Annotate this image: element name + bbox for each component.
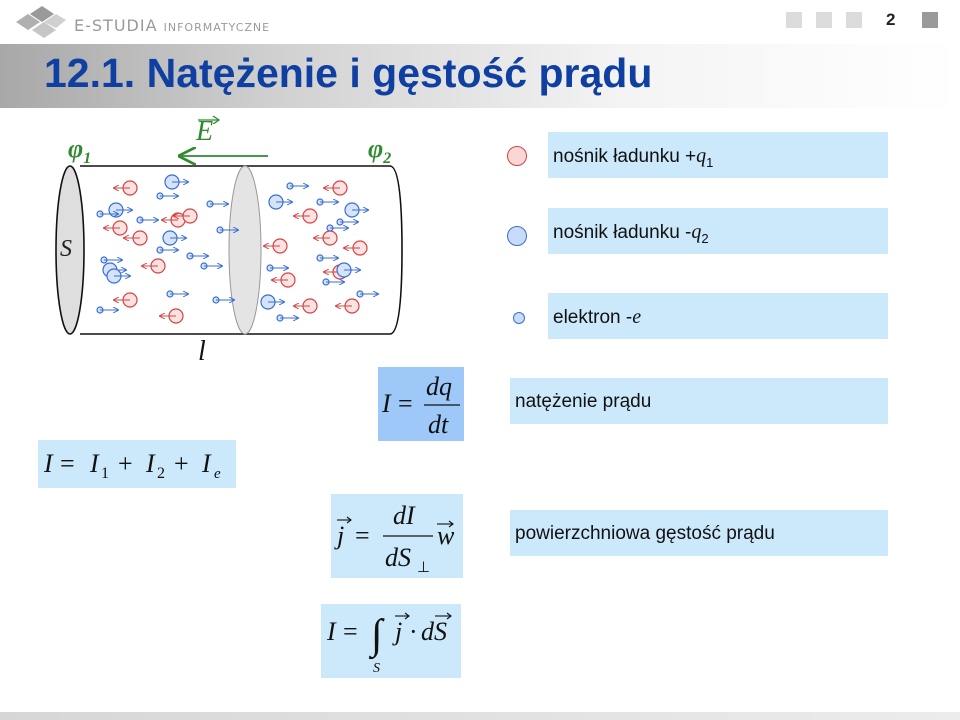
svg-text:·: · [409,617,418,646]
cross-section-label: S [60,236,72,262]
svg-text:+: + [118,449,133,478]
positive-carrier-icon [507,146,527,166]
length-label: l [198,336,206,367]
svg-text:dS: dS [385,543,411,572]
formula-current-density-svg [331,494,463,578]
svg-text:e: e [214,466,221,482]
svg-text:dt: dt [428,410,449,439]
svg-text:=: = [398,389,413,418]
svg-text:⊥: ⊥ [417,560,431,576]
svg-text:dS: dS [421,617,447,646]
svg-text:j: j [337,521,345,550]
svg-text:=: = [343,617,358,646]
nav-prev-button[interactable] [816,12,832,28]
svg-text:I: I [327,617,336,646]
logo [12,4,272,40]
formula-current-sum-svg [38,440,236,488]
conductor-diagram [40,110,500,370]
phi2-label: $\varphi_2$ [368,134,392,168]
formula-current-density [331,494,463,578]
svg-text:+: + [174,449,189,478]
slide-title: 12.1. Natężenie i gęstość prądu [44,50,653,96]
svg-text:=: = [355,521,370,550]
svg-text:j: j [395,617,403,646]
bottom-bar [0,712,960,720]
formula-current-sum [38,440,236,488]
svg-text:1: 1 [101,465,109,482]
phi1-label: $\varphi_1$ [68,134,92,168]
formula-current-definition [378,367,464,441]
formula-current-integral [321,604,461,678]
svg-text:I: I [146,449,155,478]
negative-carrier-icon [507,226,527,246]
page-number: 2 [886,10,896,29]
nav-last-button[interactable] [922,12,938,28]
formula-current-definition-svg [378,367,464,441]
vector-arrow-icon [198,114,222,124]
field-label: E [196,116,213,148]
nav-next-button[interactable] [846,12,862,28]
svg-text:dI: dI [393,501,415,530]
svg-text:w: w [437,521,455,550]
current-intensity-box: natężenie prądu [510,378,888,424]
cross-section-surface [229,166,261,334]
svg-text:dq: dq [426,372,452,401]
nav-first-button[interactable] [786,12,802,28]
surface-density-box: powierzchniowa gęstość prądu [510,510,888,556]
svg-text:=: = [60,449,75,478]
formula-current-integral-svg [321,604,461,678]
svg-text:∫: ∫ [371,612,383,658]
svg-text:I: I [382,389,391,418]
svg-text:I: I [202,449,211,478]
svg-text:S: S [373,661,380,676]
electron-icon [513,312,525,324]
legend-electron: elektron -e [548,293,888,339]
svg-text:2: 2 [157,465,165,482]
legend-negative: nośnik ładunku $-q_2$ [548,208,888,254]
logo-text: E-STUDIA INFORMATYCZNE [74,16,271,35]
logo-icon [12,4,68,40]
legend-positive: nośnik ładunku $+q_1$ [548,132,888,178]
svg-text:I: I [44,449,53,478]
svg-text:I: I [90,449,99,478]
